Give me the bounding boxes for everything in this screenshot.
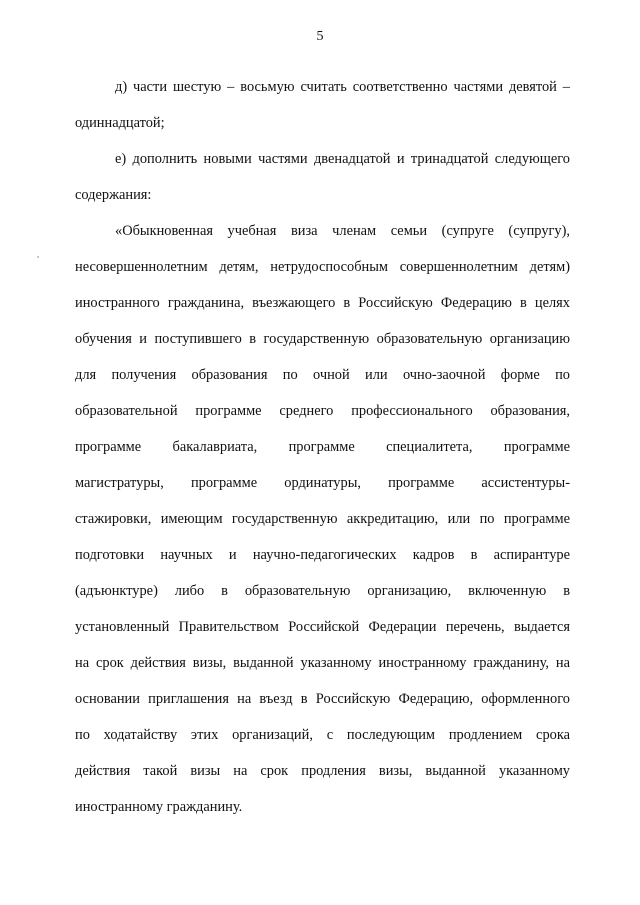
page-number: 5 xyxy=(316,29,324,44)
text-line: стажировки, имеющим государственную аккредитацию, или по программе xyxy=(75,511,570,527)
text-line: несовершеннолетним детям, нетрудоспособным совершеннолетним детям) xyxy=(75,259,570,275)
text-line: подготовки научных и научно-педагогических кадров в аспирантуре xyxy=(75,547,570,563)
text-line: образовательной программе среднего профессионального образования, xyxy=(75,403,570,419)
text-line: (адъюнктуре) либо в образовательную организацию, включенную в xyxy=(75,583,570,599)
text-line: иностранного гражданина, въезжающего в Российскую Федерацию в целях xyxy=(75,295,570,311)
text-line: иностранному гражданину. xyxy=(75,799,243,815)
text-line: основании приглашения на въезд в Российскую Федерацию, оформленного xyxy=(75,691,570,707)
text-line: установленный Правительством Российской Федерации перечень, выдается xyxy=(75,619,570,635)
text-line: содержания: xyxy=(75,187,152,203)
text-line: д) части шестую – восьмую считать соответственно частями девятой – xyxy=(115,79,570,95)
text-line: по ходатайству этих организаций, с последующим продлением срока xyxy=(75,727,570,743)
text-line: е) дополнить новыми частями двенадцатой и тринадцатой следующего xyxy=(115,151,570,167)
text-line: действия такой визы на срок продления визы, выданной указанному xyxy=(75,763,570,779)
text-line: магистратуры, программе ординатуры, программе ассистентуры- xyxy=(75,475,570,491)
text-line: обучения и поступившего в государственную образовательную организацию xyxy=(75,331,570,347)
scan-artifact xyxy=(37,256,39,258)
text-line: для получения образования по очной или очно-заочной форме по xyxy=(75,367,570,383)
text-line: одиннадцатой; xyxy=(75,115,165,131)
text-line: программе бакалавриата, программе специалитета, программе xyxy=(75,439,570,455)
text-line: «Обыкновенная учебная виза членам семьи (супруге (супругу), xyxy=(115,223,570,239)
text-line: на срок действия визы, выданной указанному иностранному гражданину, на xyxy=(75,655,570,671)
